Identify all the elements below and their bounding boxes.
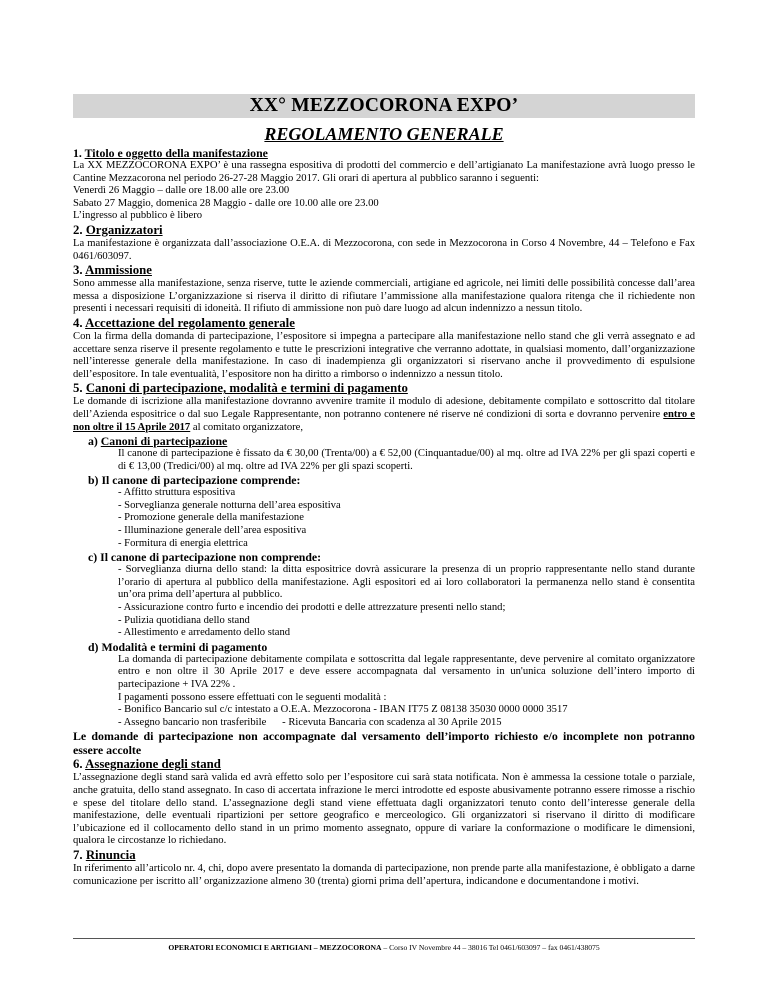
list-item: - Sorveglianza generale notturna dell’area espositiva: [118, 499, 341, 511]
warning-notice: Le domande di partecipazione non accompagnate dal versamento dell’importo richiesto e/o incomplete non potranno essere accolte: [73, 729, 695, 758]
list-item: - Affitto struttura espositiva: [118, 487, 236, 499]
section-2-paragraph: La manifestazione è organizzata dall’associazione O.E.A. di Mezzocorona, con sede in Mezzocorona in Corso 4 Novembre, 44 – Telefono e Fax 0461/603097.: [73, 237, 695, 262]
section-2-title: Organizzatori: [85, 222, 163, 237]
section-4-title: Accettazione del regolamento generale: [85, 315, 295, 330]
list-item: - Pulizia quotidiana dello stand: [118, 614, 250, 626]
payment-method-cheque: - Assegno bancario non trasferibile - Ricevuta Bancaria con scadenza al 30 Aprile 2015: [118, 716, 502, 728]
section-7-title: Rinuncia: [85, 847, 136, 862]
section-3-number: 3.: [73, 263, 83, 278]
section-5-text-a: Le domande di iscrizione alla manifestazione dovranno avvenire tramite il modulo di adesione, debitamente compilato e sottoscritto dal titolare dell’Azienda espositrice o dal suo Legale Rappresentante, non potranno contenere né riserve né condizioni di sorta e dovranno pervenire: [73, 396, 695, 420]
section-1-title: Titolo e oggetto della manifestazione: [84, 146, 268, 160]
payment-methods-intro: I pagamenti possono essere effettuati con le seguenti modalità :: [118, 691, 387, 703]
section-4-paragraph: Con la firma della domanda di partecipazione, l’espositore si impegna a partecipare alla manifestazione nello stand che gli verrà assegnato e ad accettare senza riserve il presente regolamento e tutte le prescrizioni integrative che verranno adottate, in qualsiasi momento, dall’organizzazione nell’interesse generale della manifestazione. In caso di inadempienza gli organizzatori si riservano anche il provvedimento di espulsione dell’espositore. In tale eventualità, l’espositore non ha diritto a rimborso o indennizzo a nessun titolo.: [73, 330, 695, 380]
subsection-a-label: a): [88, 434, 98, 449]
section-6-paragraph: L’assegnazione degli stand sarà valida ed avrà effetto solo per l’espositore cui sarà stata notificata. Non è ammessa la cessione totale o parziale, anche gratuita, dello stand assegnato. In caso di accertata infrazione le merci introdotte ed esposte abusivamente potranno essere rimosse a rischio e spese del titolare dello stand. L’assegnazione degli stand viene effettuata dagli organizzatori tenuto conto dell’interesse generale della manifestazione, delle eventuali ripartizioni per settore geografico e merceologico. Gli organizzatori si riservano il diritto di modificare l’ubicazione ed il collocamento dello stand in un primo momento assegnato, oppure di variare la conformazione o modificare le dimensioni, qualora le circostanze lo richiedano.: [73, 772, 695, 847]
subsection-a-title: Canoni di partecipazione: [100, 434, 228, 449]
document-subtitle: REGOLAMENTO GENERALE: [264, 124, 504, 144]
section-1-heading: [73, 146, 695, 160]
footer-divider: [73, 938, 695, 939]
section-5-number: 5.: [73, 381, 83, 396]
subsection-c-list: [73, 602, 695, 640]
section-3-title: Ammissione: [85, 263, 152, 278]
section-3-paragraph: Sono ammesse alla manifestazione, senza riserve, tutte le aziende commerciali, artigiane ed agricole, nei limiti delle possibilità concesse dall’area messa a disposizione L’organizzazione si riserva il diritto di rifiutare l’ammissione alla manifestazione qualora ritenga che il richiedente non presenti i necessari requisiti di idoneità. Il rifiuto di ammissione non può dare luogo ad alcun indennizzo a nessun titolo.: [73, 278, 695, 315]
subsection-d-heading: d) Modalità e termini di pagamento: [88, 639, 268, 654]
document-page: [73, 94, 695, 888]
subsection-b-heading: b) Il canone di partecipazione comprende:: [88, 473, 301, 488]
subsection-c-text: - Sorveglianza diurna dello stand: la ditta espositrice dovrà assicurare la presenza di un proprio rappresentante nello stand durante l’orario di apertura al pubblico della manifestazione. Agli espositori ed ai loro collaboratori la permanenza nello stand è consentita un’ora prima dell’apertura al pubblico.: [118, 564, 695, 601]
section-6-heading: [73, 757, 695, 772]
section-2-number: 2.: [73, 222, 83, 237]
section-6-number: 6.: [73, 757, 83, 772]
footer-address: – Corso IV Novembre 44 – 38016 Tel 0461/603097 – fax 0461/438075: [381, 943, 600, 952]
footer: [73, 943, 695, 953]
document-title: XX° MEZZOCORONA EXPO’: [249, 95, 519, 116]
section-5-paragraph: [73, 396, 695, 434]
section-1-line-friday: Venerdì 26 Maggio – dalle ore 18.00 alle ore 23.00: [73, 185, 290, 197]
section-7-number: 7.: [73, 847, 83, 862]
list-item: - Allestimento e arredamento dello stand: [118, 627, 291, 639]
subsection-c-heading: c) Il canone di partecipazione non comprende:: [88, 550, 322, 565]
section-4-number: 4.: [73, 315, 83, 330]
subsection-b-list: [73, 487, 695, 550]
section-7-heading: [73, 848, 695, 863]
section-3-heading: [73, 263, 695, 278]
section-5-title: Canoni di partecipazione, modalità e termini di pagamento: [85, 381, 408, 396]
document-title-bar: [73, 94, 695, 118]
section-7-paragraph: In riferimento all’articolo nr. 4, chi, dopo avere presentato la domanda di partecipazione, non prende parte alla manifestazione, è obbligato a darne comunicazione per iscritto all’ organizzazione almeno 30 (trenta) giorni prima dell’apertura, indicandone e documentandone i motivi.: [73, 862, 695, 887]
section-1-paragraph: La XX MEZZOCORONA EXPO’ è una rassegna espositiva di prodotti del commercio e dell’artigianato La manifestazione avrà luogo presso le Cantine Mezzacorona nel periodo 26-27-28 Maggio 2017. Gli orari di apertura al pubblico saranno i seguenti:: [73, 160, 695, 184]
section-1-number: 1.: [73, 146, 82, 160]
section-5-heading: [73, 381, 695, 396]
list-item: - Promozione generale della manifestazione: [118, 512, 304, 524]
section-6-title: Assegnazione degli stand: [85, 757, 221, 772]
section-1-line-entry: L’ingresso al pubblico è libero: [73, 210, 203, 222]
subsection-a-heading: [88, 434, 695, 448]
section-1-line-weekend: Sabato 27 Maggio, domenica 28 Maggio - dalle ore 10.00 alle ore 23.00: [73, 197, 379, 209]
subsection-d-text: La domanda di partecipazione debitamente compilata e sottoscritta dal legale rappresentante, deve pervenire al comitato organizzatore entro e non oltre il 30 Aprile 2017 e deve essere accompagnata dal versamento in un'unica soluzione dell’intero importo di partecipazione + IVA 22% .: [118, 653, 695, 690]
list-item: - Formitura di energia elettrica: [118, 537, 248, 549]
payment-method-bank-transfer: - Bonifico Bancario sul c/c intestato a O.E.A. Mezzocorona - IBAN IT75 Z 08138 35030 0000 0000 3517: [118, 704, 568, 716]
subsection-a-text: Il canone di partecipazione è fissato da € 30,00 (Trenta/00) a € 52,00 (Cinquantadue/00) al mq. oltre ad IVA 22% per gli spazi coperti e di € 13,00 (Tredici/00) al mq. oltre ad IVA 22% per gli spazi scoperti.: [118, 448, 695, 472]
section-4-heading: [73, 316, 695, 331]
list-item: - Assicurazione contro furto e incendio dei prodotti e delle attrezzature presenti nello stand;: [118, 602, 506, 614]
list-item: - Illuminazione generale dell’area espositiva: [118, 525, 307, 537]
deadline-highlight: entro e non oltre il 15 Aprile 2017: [73, 408, 695, 433]
footer-organization: OPERATORI ECONOMICI E ARTIGIANI – MEZZOCORONA: [168, 943, 382, 952]
section-5-text-c: al comitato organizzatore,: [190, 421, 303, 433]
section-2-heading: [73, 223, 695, 238]
